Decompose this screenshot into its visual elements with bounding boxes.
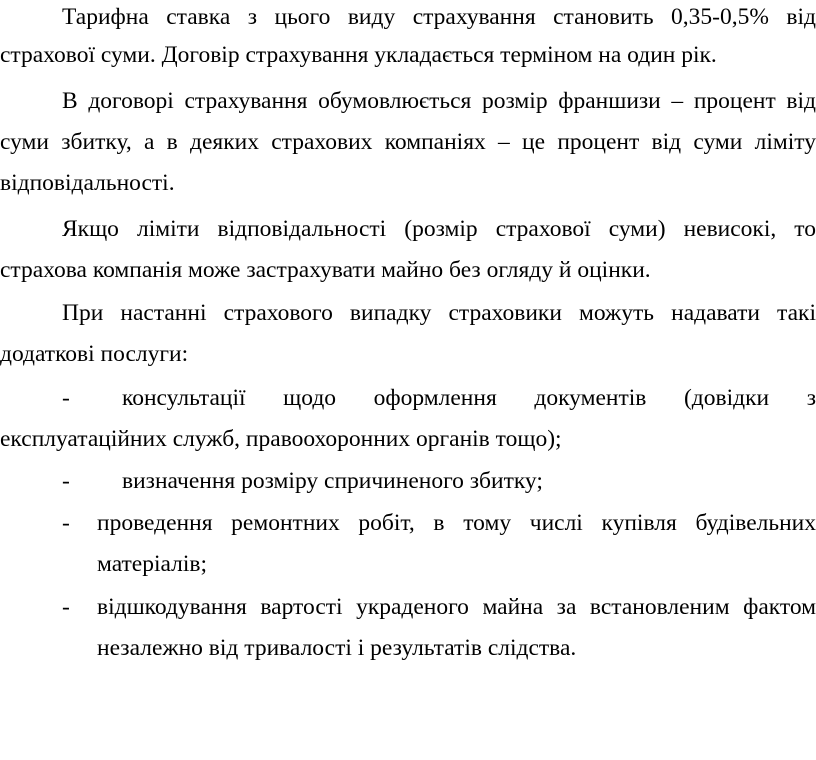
paragraph-3-line-2: страхова компанія може застрахувати майно без огляду й оцінки. [0, 257, 651, 283]
list-item-2-line-1: визначення розміру спричиненого збитку; [122, 468, 543, 494]
list-item-4-line-2: незалежно від тривалості і результатів слідства. [97, 635, 577, 661]
list-item-2-marker: - [62, 468, 70, 494]
list-item-4-line-1: відшкодування вартості украденого майна за встановленим фактом [97, 594, 816, 620]
list-item-1-marker: - [62, 385, 70, 411]
list-item-1-line-2: експлуатаційних служб, правоохоронних органів тощо); [0, 426, 562, 452]
list-item-1-line-1: консультації щодо оформлення документів (довідки з [122, 385, 816, 411]
paragraph-3-line-1: Якщо ліміти відповідальності (розмір страхової суми) невисокі, то [62, 216, 816, 242]
list-item-3-line-2: матеріалів; [97, 551, 208, 577]
paragraph-2-line-3: відповідальності. [0, 170, 175, 196]
paragraph-1-line-2: страхової суми. Договір страхування укладається терміном на один рік. [0, 42, 717, 68]
list-item-3-marker: - [62, 510, 70, 536]
paragraph-2-line-1: В договорі страхування обумовлюється розмір франшизи – процент від [62, 88, 816, 114]
list-item-4-marker: - [62, 594, 70, 620]
paragraph-4-line-1: При настанні страхового випадку страховики можуть надавати такі [62, 300, 816, 326]
paragraph-2-line-2: суми збитку, а в деяких страхових компаніях – це процент від суми ліміту [0, 129, 816, 155]
paragraph-1-line-1: Тарифна ставка з цього виду страхування становить 0,35-0,5% від [62, 4, 816, 30]
paragraph-4-line-2: додаткові послуги: [0, 341, 189, 367]
list-item-3-line-1: проведення ремонтних робіт, в тому числі купівля будівельних [97, 510, 816, 536]
